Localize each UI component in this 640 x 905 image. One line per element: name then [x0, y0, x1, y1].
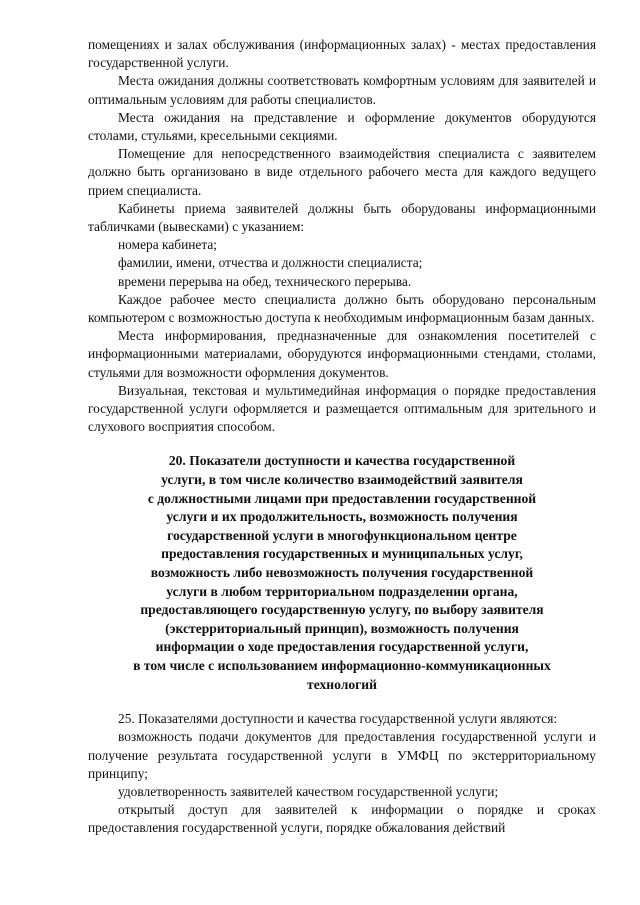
- list-item: номера кабинета;: [118, 237, 218, 253]
- paragraph: открытый доступ для заявителей к информации о порядке и сроках предоставления государственной услуги, порядке обжалования действий: [88, 802, 596, 836]
- heading-line: предоставляющего государственную услугу, по выбору заявителя: [140, 602, 544, 618]
- paragraph: удовлетворенность заявителей качеством государственной услуги;: [118, 784, 499, 799]
- heading-line: (экстерриториальный принцип), возможность получения: [165, 620, 519, 636]
- paragraph: Места ожидания должны соответствовать комфортным условиям для заявителей и оптимальным условиям для работы специалистов.: [88, 73, 596, 107]
- heading-line: с должностными лицами при предоставлении государственной: [147, 490, 537, 506]
- paragraph: Визуальная, текстовая и мультимедийная информация о порядке предоставления государственной услуги оформляется и размещается оптимальным для зрительного и слухового восприятия способом.: [88, 382, 596, 435]
- paragraph: Места информирования, предназначенные для ознакомления посетителей с информационными материалами, оборудуются информационными стендами, столами, стульями для возможности оформления документов.: [88, 328, 596, 380]
- heading-line: государственной услуги в многофункциональном центре: [167, 527, 517, 543]
- document-page: [88, 36, 596, 838]
- top-text-block: [88, 36, 596, 436]
- section-heading: [88, 452, 596, 694]
- list-item: времени перерыва на обед, технического перерыва.: [118, 273, 412, 289]
- list-item: фамилии, имени, отчества и должности специалиста;: [118, 255, 423, 271]
- heading-line: возможность либо невозможность получения государственной: [150, 565, 534, 581]
- heading-line: технологий: [307, 676, 377, 692]
- paragraph: 25. Показателями доступности и качества государственной услуги являются:: [118, 711, 558, 727]
- paragraph: Кабинеты приема заявителей должны быть оборудованы информационными табличками (вывесками) с указанием:: [88, 200, 596, 235]
- paragraph: помещениях и залах обслуживания (информационных залах) - местах предоставления государственной услуги.: [88, 37, 596, 71]
- paragraph: Каждое рабочее место специалиста должно быть оборудовано персональным компьютером с возможностью доступа к необходимым информационным базам данных.: [88, 291, 596, 326]
- heading-line: услуги, в том числе количество взаимодействий заявителя: [161, 472, 523, 488]
- heading-line: услуги в любом территориальном подразделении органа,: [166, 583, 518, 599]
- heading-line: в том числе с использованием информационно-коммуникационных: [133, 658, 551, 673]
- heading-line: предоставления государственных и муниципальных услуг,: [161, 546, 523, 562]
- bottom-text-block: [88, 710, 596, 837]
- heading-line: услуги и их продолжительность, возможность получения: [166, 509, 518, 525]
- heading-line: 20. Показатели доступности и качества государственной: [168, 453, 516, 469]
- heading-line: информации о ходе предоставления государственной услуги,: [155, 639, 529, 655]
- paragraph: Места ожидания на представление и оформление документов оборудуются столами, стульями, кресельными секциями.: [88, 109, 596, 144]
- paragraph: Помещение для непосредственного взаимодействия специалиста с заявителем должно быть организовано в виде отдельного рабочего места для каждого ведущего прием специалиста.: [88, 146, 596, 198]
- paragraph: возможность подачи документов для предоставления государственной услуги и получение результата государственной услуги в УМФЦ по экстерриториальному принципу;: [88, 729, 596, 781]
